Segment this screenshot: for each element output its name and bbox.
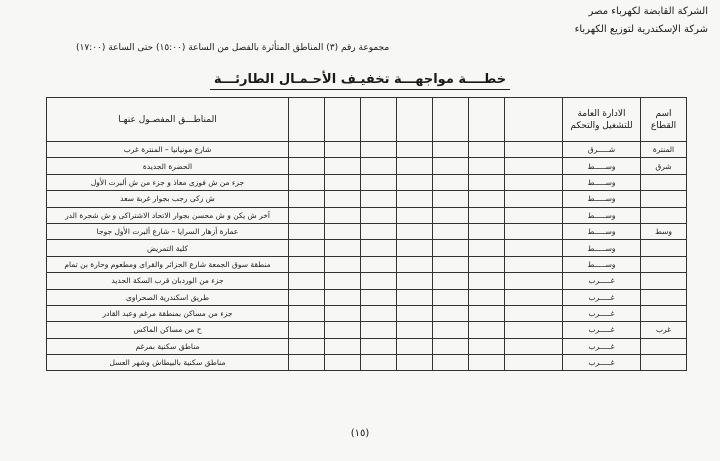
blank-cell [361, 355, 397, 371]
blank-cell [361, 174, 397, 190]
blank-cell [325, 223, 361, 239]
blank-cell [505, 322, 563, 338]
blank-cell [289, 355, 325, 371]
blank-cell [433, 289, 469, 305]
blank-cell [289, 256, 325, 272]
area-cell: منطقة سوق الجمعة شارع الجزائر والقراى ومطعوم وحارة بن تمام [47, 256, 289, 272]
blank-cell [397, 305, 433, 321]
blank-cell [325, 142, 361, 158]
blank-cell [505, 191, 563, 207]
blank-cell [289, 174, 325, 190]
table-row [47, 338, 687, 354]
blank-cell [505, 305, 563, 321]
table-header-row [47, 98, 687, 142]
blank-cell [469, 289, 505, 305]
blank-cell [505, 207, 563, 223]
blank-cell [361, 322, 397, 338]
blank-cell [325, 174, 361, 190]
admin-cell: وســـــط [563, 174, 641, 190]
admin-cell: غـــــرب [563, 305, 641, 321]
blank-cell [397, 240, 433, 256]
blank-cell [469, 322, 505, 338]
blank-cell [433, 174, 469, 190]
blank-cell [397, 191, 433, 207]
table-row [47, 174, 687, 190]
blank-cell [361, 207, 397, 223]
area-cell: ح من مساكن الماكس [47, 322, 289, 338]
blank-cell [289, 207, 325, 223]
blank-cell [469, 305, 505, 321]
blank-cell [289, 223, 325, 239]
admin-cell: غـــــرب [563, 289, 641, 305]
sector-cell [641, 273, 687, 289]
table-row [47, 273, 687, 289]
blank-cell [505, 256, 563, 272]
blank-cell [469, 223, 505, 239]
blank-cell [433, 240, 469, 256]
area-cell: آخر ش يكن و ش محسن بجوار الاتحاد الاشتراكى و ش شجرة الدر [47, 207, 289, 223]
blank-cell [397, 207, 433, 223]
blank-cell [397, 223, 433, 239]
area-cell: ش زكى رجب بجوار غربة سعد [47, 191, 289, 207]
blank-cell [397, 158, 433, 174]
blank-cell [289, 142, 325, 158]
admin-cell: وســـــط [563, 256, 641, 272]
header-areas: المناطـــق المفصـول عنهـا [47, 98, 289, 142]
blank-cell [469, 256, 505, 272]
blank-cell [397, 355, 433, 371]
blank-cell [289, 191, 325, 207]
table-row [47, 191, 687, 207]
sector-cell [641, 289, 687, 305]
admin-cell: وســـــط [563, 240, 641, 256]
document-title [0, 72, 720, 87]
admin-cell: غـــــرب [563, 355, 641, 371]
area-cell: مناطق سكنية بمرغم [47, 338, 289, 354]
blank-cell [325, 256, 361, 272]
company-local-name: شركة الإسكندرية لتوزيع الكهرباء [574, 24, 708, 35]
blank-cell [325, 158, 361, 174]
area-cell: جزء من مساكن بمنطقة مرغم وعبد القادر [47, 305, 289, 321]
blank-cell [325, 273, 361, 289]
admin-cell: وســـــط [563, 207, 641, 223]
blank-cell [505, 240, 563, 256]
blank-cell [361, 338, 397, 354]
blank-cell [289, 273, 325, 289]
blank-cell [433, 191, 469, 207]
table-body [47, 142, 687, 371]
blank-cell [325, 207, 361, 223]
sector-cell [641, 174, 687, 190]
sector-cell [641, 191, 687, 207]
admin-cell: غـــــرب [563, 338, 641, 354]
sector-cell [641, 338, 687, 354]
header-blank [325, 98, 361, 142]
header-admin: الادارة العامة للتشغيل والتحكم [563, 98, 641, 142]
blank-cell [397, 322, 433, 338]
blank-cell [433, 158, 469, 174]
area-cell: جزء من ش فوزى معاذ و جزء من ش ألبرت الأول [47, 174, 289, 190]
blank-cell [289, 305, 325, 321]
blank-cell [433, 142, 469, 158]
blank-cell [361, 191, 397, 207]
area-cell: طريق اسكندرية الصحراوى [47, 289, 289, 305]
blank-cell [361, 240, 397, 256]
table-row [47, 223, 687, 239]
area-cell: كلية التمريض [47, 240, 289, 256]
sector-cell: وسط [641, 223, 687, 239]
blank-cell [325, 355, 361, 371]
table-row [47, 289, 687, 305]
admin-cell: وســـــط [563, 158, 641, 174]
sector-cell [641, 305, 687, 321]
blank-cell [505, 289, 563, 305]
admin-cell: غـــــرب [563, 273, 641, 289]
title-text: خطــــة مواجهـــة تخفيـف الأحـمـال الطارئـــة [210, 72, 510, 90]
blank-cell [397, 142, 433, 158]
header-sector: اسم القطاع [641, 98, 687, 142]
blank-cell [361, 158, 397, 174]
blank-cell [325, 305, 361, 321]
blank-cell [505, 158, 563, 174]
area-cell: شارع مونيانيا – المنترة غرب [47, 142, 289, 158]
blank-cell [469, 174, 505, 190]
company-holding-name: الشركة القابضة لكهرباء مصر [588, 6, 708, 17]
blank-cell [325, 240, 361, 256]
table-row [47, 305, 687, 321]
blank-cell [361, 289, 397, 305]
blank-cell [325, 338, 361, 354]
page-number: (١٥) [350, 428, 370, 439]
blank-cell [469, 207, 505, 223]
blank-cell [469, 240, 505, 256]
blank-cell [505, 223, 563, 239]
blank-cell [505, 355, 563, 371]
blank-cell [325, 322, 361, 338]
table-row [47, 240, 687, 256]
blank-cell [505, 142, 563, 158]
blank-cell [361, 256, 397, 272]
header-blank [361, 98, 397, 142]
area-cell: الحضرة الجديدة [47, 158, 289, 174]
table-row [47, 256, 687, 272]
blank-cell [505, 338, 563, 354]
blank-cell [505, 273, 563, 289]
blank-cell [397, 289, 433, 305]
blank-cell [433, 256, 469, 272]
area-cell: جزء من الوردبان قرب السكة الحديد [47, 273, 289, 289]
blank-cell [325, 289, 361, 305]
blank-cell [433, 207, 469, 223]
blank-cell [469, 142, 505, 158]
blank-cell [325, 191, 361, 207]
blank-cell [397, 338, 433, 354]
sector-cell [641, 240, 687, 256]
admin-cell: شـــــرق [563, 142, 641, 158]
blank-cell [433, 355, 469, 371]
blank-cell [397, 256, 433, 272]
blank-cell [469, 338, 505, 354]
table-row [47, 207, 687, 223]
table-row [47, 142, 687, 158]
blank-cell [469, 355, 505, 371]
header-blank [433, 98, 469, 142]
blank-cell [289, 289, 325, 305]
blank-cell [289, 240, 325, 256]
blank-cell [433, 305, 469, 321]
blank-cell [505, 174, 563, 190]
sector-cell: المنترة [641, 142, 687, 158]
header-blank [505, 98, 563, 142]
blank-cell [289, 338, 325, 354]
admin-cell: وســـــط [563, 191, 641, 207]
sector-cell [641, 256, 687, 272]
blank-cell [361, 142, 397, 158]
sector-cell: غرب [641, 322, 687, 338]
area-cell: مناطق سكنية بالبيطاش وشهر العسل [47, 355, 289, 371]
sector-cell: شرق [641, 158, 687, 174]
blank-cell [289, 322, 325, 338]
blank-cell [433, 223, 469, 239]
admin-cell: غـــــرب [563, 322, 641, 338]
blank-cell [361, 273, 397, 289]
area-cell: عمارة أزهار السرايا – شارع ألبرت الأول جوجا [47, 223, 289, 239]
blank-cell [469, 158, 505, 174]
sector-cell [641, 355, 687, 371]
blank-cell [433, 338, 469, 354]
table-row [47, 355, 687, 371]
blank-cell [469, 191, 505, 207]
blank-cell [433, 322, 469, 338]
table-row [47, 322, 687, 338]
load-shedding-table [46, 97, 687, 371]
blank-cell [361, 305, 397, 321]
blank-cell [433, 273, 469, 289]
sector-cell [641, 207, 687, 223]
blank-cell [469, 273, 505, 289]
group-line: مجموعة رقم (٣) المناطق المتأثرة بالفصل من الساعة (١٥:٠٠) حتى الساعة (١٧:٠٠) [76, 43, 390, 53]
blank-cell [397, 273, 433, 289]
blank-cell [289, 158, 325, 174]
header-blank [469, 98, 505, 142]
header-blank [397, 98, 433, 142]
blank-cell [397, 174, 433, 190]
header-blank [289, 98, 325, 142]
blank-cell [361, 223, 397, 239]
admin-cell: وســـــط [563, 223, 641, 239]
table-row [47, 158, 687, 174]
